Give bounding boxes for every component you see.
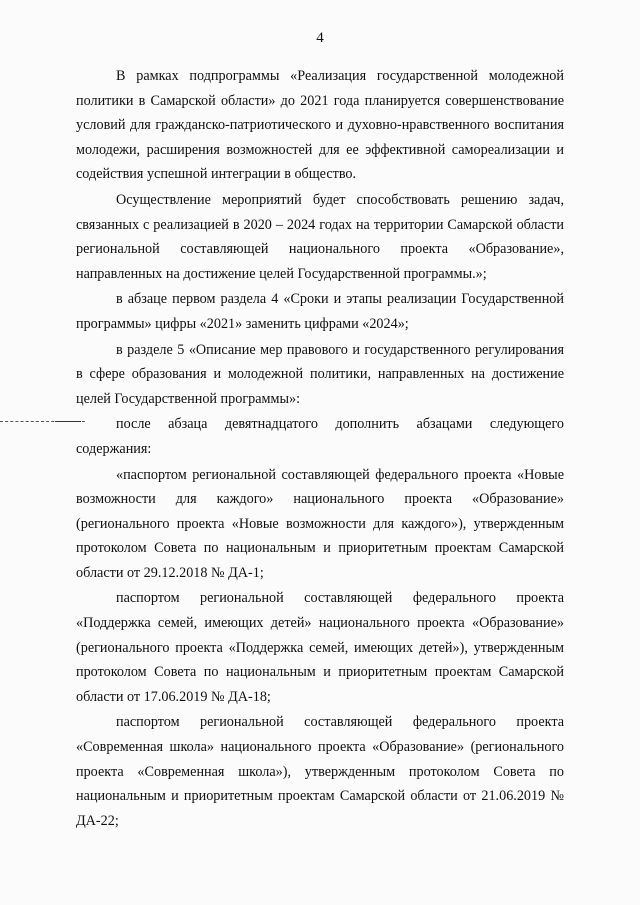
paragraph-implementation-tasks: Осуществление мероприятий будет способствовать решению задач, связанных с реализацией в 2020 – 2024 годах на территории Самарской области региональной составляющей национального проекта «Образование», направленных на достижение целей Государственной программы.»; [76,191,564,282]
paragraph-add-after-nineteenth: после абзаца девятнадцатого дополнить абзацами следующего содержания: [76,416,564,457]
paragraph-passport-family-support: паспортом региональной составляющей федерального проекта «Поддержка семей, имеющих детей» национального проекта «Образование» (регионального проекта «Поддержка семей, имеющих детей»), утвержденным протоколом Совета по национальным и приоритетным проектам Самарской области от 17.06.2019 № ДА-18; [76,590,564,705]
paragraph-passport-new-opportunities: «паспортом региональной составляющей федерального проекта «Новые возможности для каждого» национального проекта «Образование» (регионального проекта «Новые возможности для каждого»), утвержденным протоколом Совета по национальным и приоритетным проектам Самарской области от 29.12.2018 № ДА-1; [76,466,564,581]
document-body [76,64,564,833]
paragraph-subprogram-youth-policy: В рамках подпрограммы «Реализация государственной молодежной политики в Самарской области» до 2021 года планируется совершенствование условий для гражданско-патриотического и духовно-нравственного воспитания молодежи, расширения возможностей для ее эффективной самореализации и содействия успешной интеграции в общество. [76,68,564,183]
page-number: 4 [316,30,324,46]
paragraph-section-4-amendment: в абзаце первом раздела 4 «Сроки и этапы реализации Государственной программы» цифры «2021» заменить цифрами «2024»; [76,291,564,332]
paragraph-section-5-amendment: в разделе 5 «Описание мер правового и государственного регулирования в сфере образования и молодежной политики, направленных на достижение целей Государственной программы»: [76,341,564,407]
paragraph-passport-modern-school: паспортом региональной составляющей федерального проекта «Современная школа» национального проекта «Образование» (регионального проекта «Современная школа»), утвержденным протоколом Совета по национальным и приоритетным проектам Самарской области от 21.06.2019 № ДА-22; [76,714,564,829]
